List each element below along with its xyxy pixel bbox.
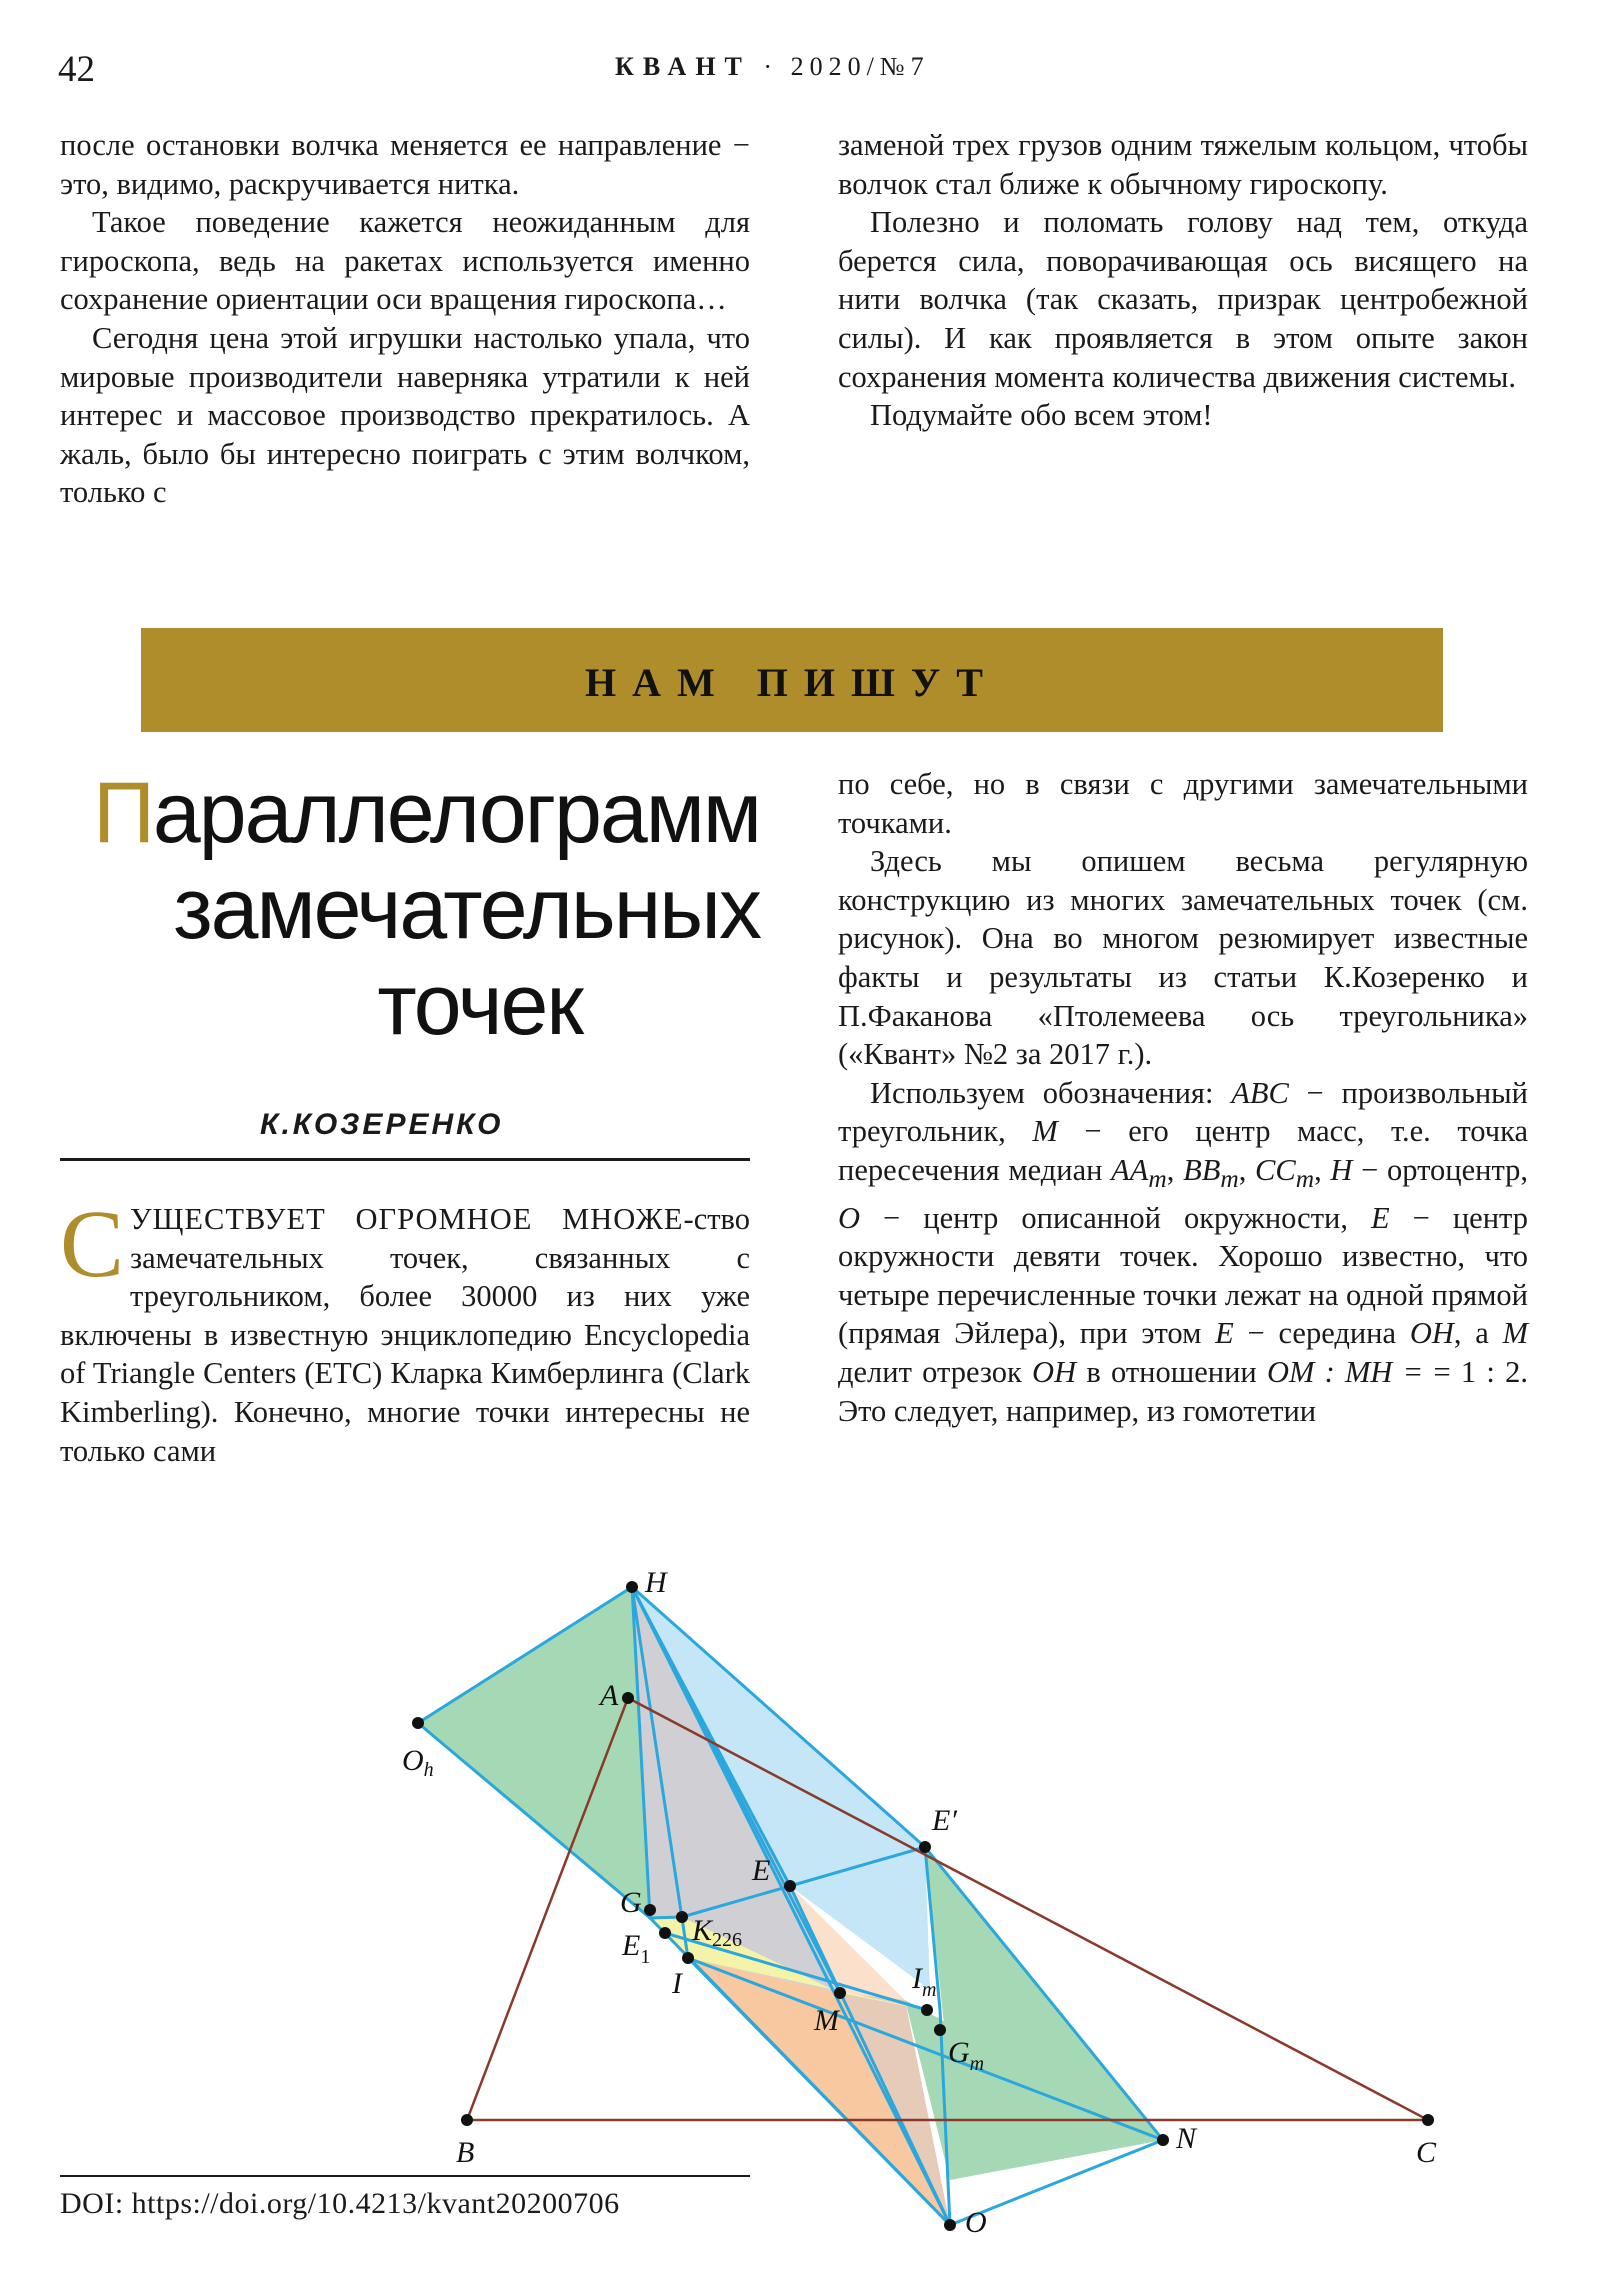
label-k226: $K_{226}$	[692, 1914, 743, 1951]
article-right-column	[838, 765, 1528, 1430]
footnote-rule	[60, 2175, 750, 2177]
paragraph: по себе, но в связи с другими замечательными точками.	[838, 767, 1528, 840]
running-header	[615, 52, 930, 82]
point-h	[626, 1581, 638, 1593]
notation-paragraph: Используем обозначения: ABC − произвольный треугольник, M − его центр масс, т.е. точка пересечения медиан $AA_m$, $BB_m$, $CC_m$, H − ортоцентр, O − центр описанной окружности, E − центр окружности девяти точек. Хорошо известно, что четыре перечисленные точки лежат на одной прямой (прямая Эйлера), при этом E − середина OH, а M делит отрезок OH в отношении OM : MH = = 1 : 2. Это следует, например, из гомотетии	[838, 1075, 1529, 1428]
point-m	[834, 1987, 846, 1999]
article-author: К.КОЗЕРЕНКО	[260, 1108, 504, 1141]
intro-caps: УЩЕСТВУЕТ ОГРОМНОЕ МНОЖЕ	[130, 1202, 684, 1236]
label-e1: $E_1$	[622, 1929, 651, 1968]
label-e: E	[752, 1854, 771, 1887]
point-c	[1422, 2114, 1434, 2126]
label-im: $I_m$	[912, 1962, 937, 2001]
intro-text: -ство замечательных точек, связанных с треугольником, более 30000 из них уже включены в известную энциклопедию Encyclopedia of Triangle Centers (ETC) Кларка Кимберлинга (Clark Kimberling). Конечно, многие точки интересны не только сами	[60, 1202, 750, 1468]
paragraph: Такое поведение кажется неожиданным для гироскопа, ведь на ракетах используется именно сохранение ориентации оси вращения гироскопа…	[60, 205, 750, 317]
issue-number: 2020/№7	[790, 52, 930, 81]
point-n	[1157, 2134, 1169, 2146]
point-o	[944, 2219, 956, 2231]
title-line-3: точек	[377, 957, 582, 1053]
point-gm	[934, 2024, 946, 2036]
point-k226	[676, 1911, 688, 1923]
label-h: H	[645, 1566, 667, 1599]
paragraph: Здесь мы опишем весьма регулярную конструкцию из многих замечательных точек (см. рисунок). Она во многом резюмирует известные факты и результаты из статьи К.Козеренко и П.Факанова «Птолемеева ось треугольника» («Квант» №2 за 2017 г.).	[838, 844, 1528, 1072]
label-a: A	[600, 1679, 619, 1712]
paragraph: Полезно и поломать голову над тем, откуда берется сила, поворачивающая ось висящего на нити волчка (так сказать, призрак центробежной силы). И как проявляется в этом опыте закон сохранения момента количества движения системы.	[838, 205, 1528, 394]
point-b	[461, 2114, 473, 2126]
drop-cap: С	[60, 1190, 125, 1297]
top-left-column	[60, 126, 750, 512]
title-initial: П	[93, 765, 153, 861]
journal-name: КВАНТ	[615, 52, 751, 81]
point-e1	[659, 1927, 671, 1939]
doi-text: DOI: https://doi.org/10.4213/kvant20200706	[60, 2187, 620, 2220]
point-e	[784, 1880, 796, 1892]
point-a	[622, 1692, 634, 1704]
point-e-prime	[919, 1841, 931, 1853]
header-separator: ·	[763, 52, 779, 81]
point-g	[644, 1904, 656, 1916]
section-banner	[141, 628, 1443, 732]
title-line-1: араллелограмм	[152, 765, 760, 861]
label-c: C	[1416, 2136, 1437, 2169]
article-title	[60, 765, 760, 1053]
paragraph: Подумайте обо всем этом!	[870, 398, 1213, 433]
paragraph: заменой трех грузов одним тяжелым кольцом, чтобы волчок стал ближе к обычному гироскопу.	[838, 128, 1528, 201]
label-m: M	[814, 2004, 839, 2037]
label-g: G	[620, 1886, 642, 1919]
paragraph: Сегодня цена этой игрушки настолько упала, что мировые производители наверняка утратили к ней интерес и массовое производство прекратилось. А жаль, было бы интересно поиграть с этим волчком, только с	[60, 320, 750, 510]
geometry-figure	[0, 1550, 1600, 2239]
label-n: N	[1176, 2122, 1197, 2155]
point-i	[682, 1952, 694, 1964]
intro-column	[60, 1190, 750, 1470]
title-line-2: замечательных	[173, 861, 760, 957]
section-title: НАМ ПИШУТ	[585, 660, 999, 705]
label-oh: $O_h$	[402, 1744, 434, 1781]
intro-paragraph	[60, 1190, 750, 1470]
label-gm: $G_m$	[948, 2036, 985, 2075]
label-e-prime: E′	[932, 1804, 957, 1837]
label-b: B	[456, 2136, 475, 2169]
label-o: O	[965, 2206, 987, 2239]
paragraph: после остановки волчка меняется ее направление − это, видимо, раскручивается нитка.	[60, 128, 750, 201]
top-right-column	[838, 126, 1528, 435]
point-oh	[412, 1717, 424, 1729]
point-im	[921, 2004, 933, 2016]
page-number: 42	[58, 49, 95, 90]
author-rule	[60, 1158, 750, 1161]
label-i: I	[672, 1967, 682, 2000]
